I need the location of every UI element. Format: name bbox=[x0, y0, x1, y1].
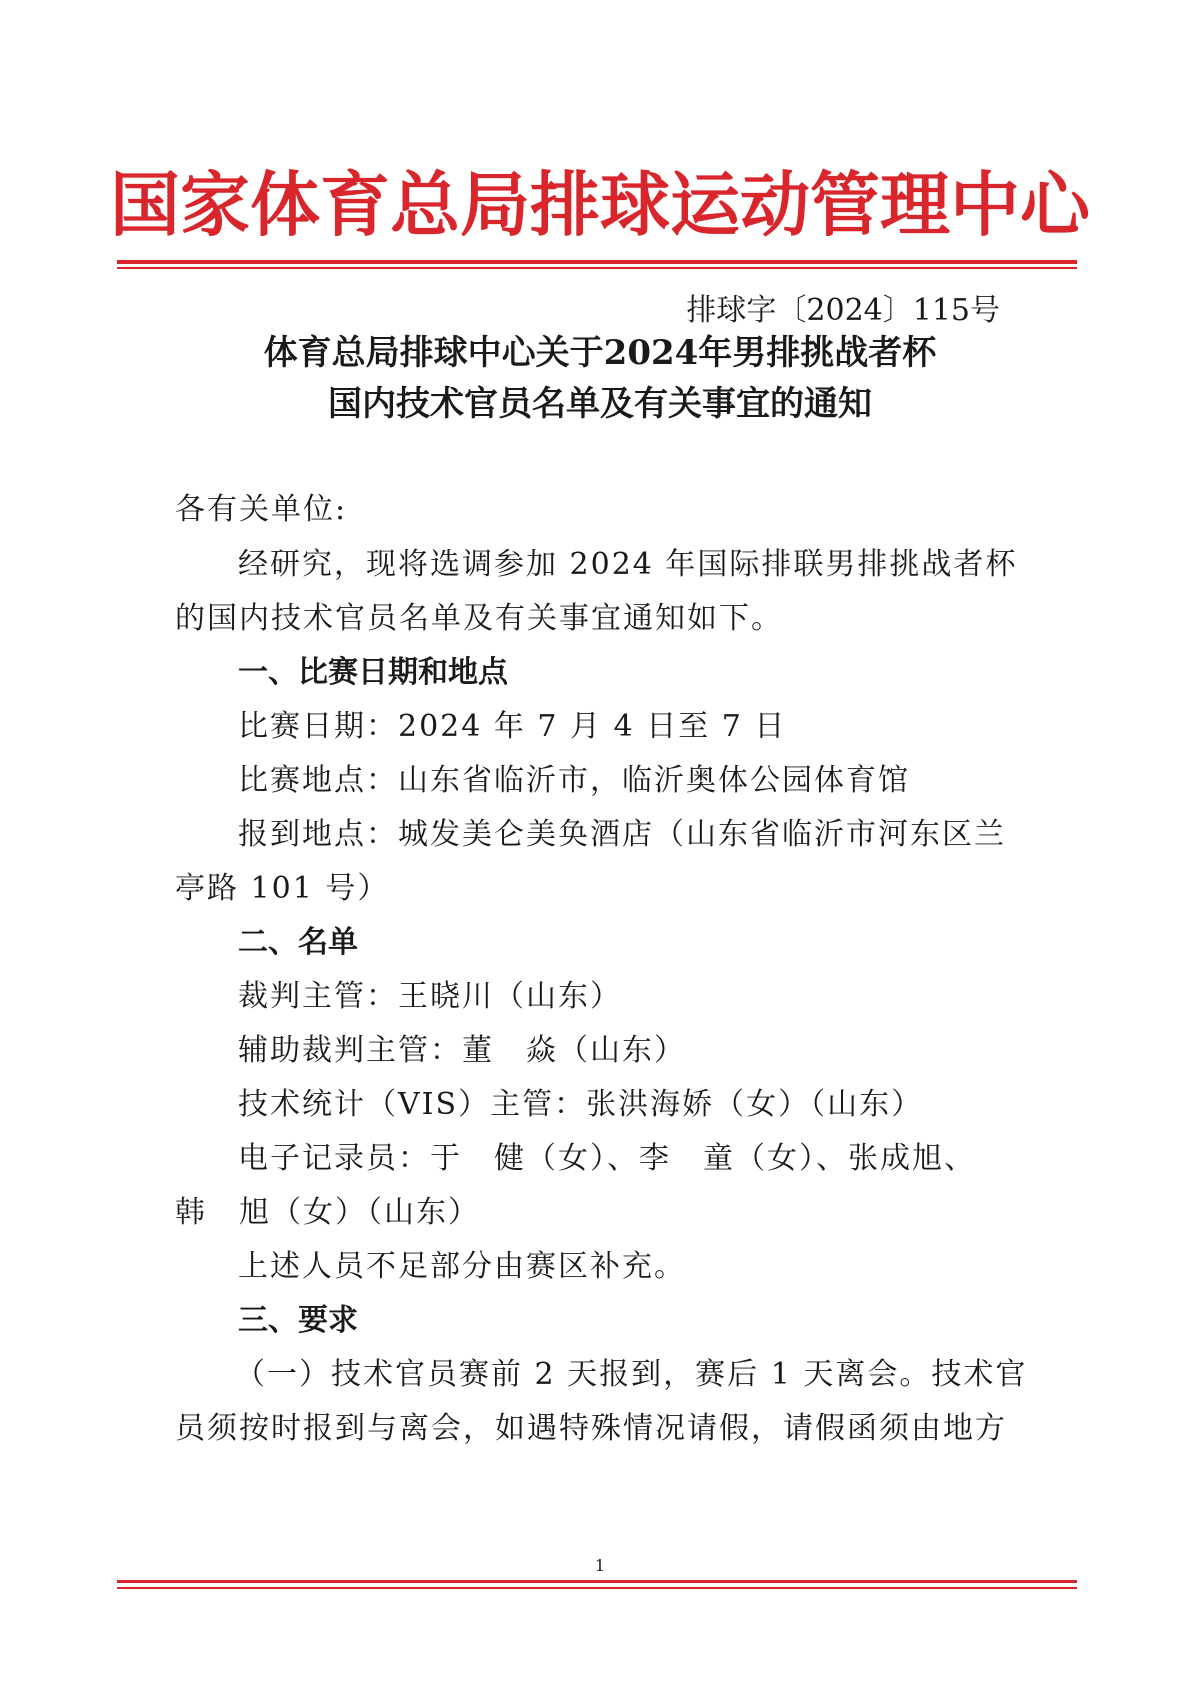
electronic-scorers-line-1: 电子记录员：于 健（女）、李 童（女）、张成旭、 bbox=[238, 1141, 976, 1176]
checkin-location-line-1: 报到地点：城发美仑美奂酒店（山东省临沂市河东区兰 bbox=[238, 817, 1006, 852]
match-date: 比赛日期：2024 年 7 月 4 日至 7 日 bbox=[238, 709, 787, 744]
document-title-line-2: 国内技术官员名单及有关事宜的通知 bbox=[328, 384, 872, 424]
match-venue: 比赛地点：山东省临沂市，临沂奥体公园体育馆 bbox=[238, 763, 910, 798]
section-1-heading: 一、比赛日期和地点 bbox=[238, 655, 508, 690]
document-title-line-1: 体育总局排球中心关于2024年男排挑战者杯 bbox=[263, 333, 937, 373]
checkin-location-line-2: 亭路 101 号） bbox=[175, 871, 390, 906]
letterhead-rule-thin bbox=[117, 267, 1077, 269]
salutation: 各有关单位: bbox=[175, 492, 348, 527]
document-number: 排球字〔2024〕115号 bbox=[686, 293, 1000, 328]
requirement-1-line-1: （一）技术官员赛前 2 天报到，赛后 1 天离会。技术官 bbox=[235, 1357, 1028, 1392]
requirement-1-line-2: 员须按时报到与离会，如遇特殊情况请假，请假函须由地方 bbox=[175, 1411, 1007, 1446]
assistant-referee-supervisor: 辅助裁判主管：董 焱（山东） bbox=[238, 1033, 686, 1068]
intro-line-2: 的国内技术官员名单及有关事宜通知如下。 bbox=[175, 601, 783, 636]
roster-note: 上述人员不足部分由赛区补充。 bbox=[238, 1249, 686, 1284]
footer-rule-thick bbox=[117, 1580, 1077, 1583]
letterhead-org-name: 国家体育总局排球运动管理中心 bbox=[110, 164, 1090, 246]
section-2-heading: 二、名单 bbox=[238, 925, 358, 960]
referee-supervisor: 裁判主管：王晓川（山东） bbox=[238, 979, 622, 1014]
letterhead-rule-thick bbox=[117, 260, 1077, 264]
footer-rule-thin bbox=[117, 1587, 1077, 1589]
electronic-scorers-line-2: 韩 旭（女）（山东） bbox=[175, 1195, 480, 1230]
vis-supervisor: 技术统计（VIS）主管：张洪海娇（女）（山东） bbox=[238, 1087, 924, 1122]
section-3-heading: 三、要求 bbox=[238, 1303, 358, 1338]
page-number: 1 bbox=[594, 1556, 606, 1575]
intro-line-1: 经研究，现将选调参加 2024 年国际排联男排挑战者杯 bbox=[238, 547, 1018, 582]
